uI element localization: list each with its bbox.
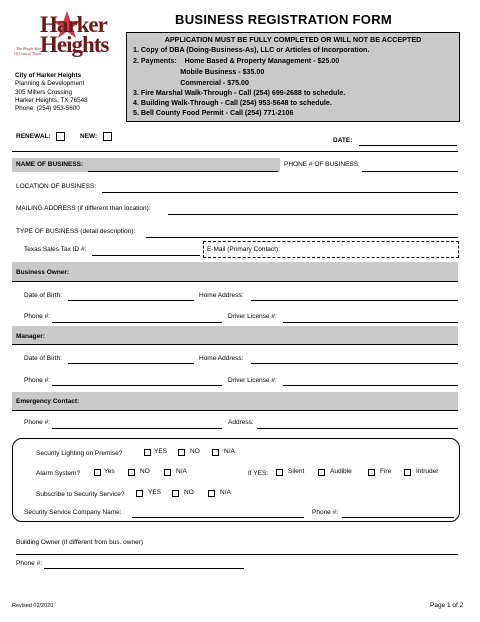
audible-label: Audible bbox=[330, 468, 352, 475]
emergency-address-field[interactable] bbox=[257, 428, 458, 429]
requirements-box bbox=[126, 32, 460, 122]
city-address bbox=[15, 72, 88, 113]
security-company-field[interactable] bbox=[132, 517, 304, 518]
alarm-na-checkbox[interactable] bbox=[164, 469, 171, 476]
logo-text-harker: Harker bbox=[40, 12, 107, 37]
alarm-no-checkbox[interactable] bbox=[128, 469, 135, 476]
subscribe-label: Subscribe to Security Service? bbox=[36, 491, 125, 498]
city-state-zip: Harker Heights, TX 76548 bbox=[15, 96, 88, 104]
audible-checkbox[interactable] bbox=[318, 469, 325, 476]
manager-section-band bbox=[12, 326, 458, 345]
name-of-business-field[interactable] bbox=[88, 171, 278, 172]
owner-section-title: Business Owner: bbox=[16, 269, 70, 276]
date-label: DATE: bbox=[333, 137, 353, 144]
requirements-header: APPLICATION MUST BE FULLY COMPLETED OR WILL NOT BE ACCEPTED bbox=[164, 35, 422, 44]
type-field[interactable] bbox=[146, 237, 458, 238]
manager-license-field[interactable] bbox=[283, 385, 458, 386]
city-phone: Phone: (254) 953-5600 bbox=[15, 105, 80, 113]
requirement-item: Mobile Business - $35.00 bbox=[133, 68, 265, 76]
subscribe-no-checkbox[interactable] bbox=[172, 490, 179, 497]
mailing-field[interactable] bbox=[168, 214, 458, 215]
form-title: BUSINESS REGISTRATION FORM bbox=[175, 12, 393, 27]
manager-dob-label: Date of Birth: bbox=[24, 355, 62, 362]
silent-checkbox[interactable] bbox=[276, 469, 283, 476]
date-field[interactable] bbox=[359, 145, 457, 146]
location-label: LOCATION OF BUSINESS: bbox=[16, 183, 97, 190]
owner-license-field[interactable] bbox=[283, 322, 458, 323]
tax-id-label: Texas Sales Tax ID #: bbox=[24, 246, 87, 253]
divider bbox=[12, 410, 458, 411]
alarm-yes-label: Yes bbox=[104, 468, 115, 475]
lighting-yes-checkbox[interactable] bbox=[144, 449, 151, 456]
subscribe-na-checkbox[interactable] bbox=[208, 490, 215, 497]
owner-home-address-label: Home Address: bbox=[199, 292, 244, 299]
fire-checkbox[interactable] bbox=[368, 469, 375, 476]
alarm-label: Alarm System? bbox=[36, 470, 81, 477]
subscribe-no-label: NO bbox=[184, 489, 194, 496]
emergency-section-title: Emergency Contact: bbox=[16, 398, 80, 405]
lighting-na-checkbox[interactable] bbox=[212, 449, 219, 456]
city-name: City of Harker Heights bbox=[15, 72, 82, 79]
silent-label: Silent bbox=[288, 468, 305, 475]
if-yes-label: If YES: bbox=[248, 470, 269, 477]
revised-date: Revised 02/2020 bbox=[12, 603, 54, 609]
owner-dob-field[interactable] bbox=[68, 300, 194, 301]
page-number: Page 1 of 2 bbox=[430, 602, 464, 609]
divider bbox=[12, 151, 458, 152]
requirement-item: 3. Fire Marshal Walk-Through - Call (254) 699-2688 to schedule. bbox=[133, 89, 346, 97]
building-owner-label: Building Owner (if different from bus. owner) bbox=[16, 539, 144, 546]
department: Planning & Development bbox=[15, 80, 85, 88]
phone-of-business-field[interactable] bbox=[362, 171, 458, 172]
emergency-phone-label: Phone #: bbox=[24, 419, 51, 426]
manager-home-address-label: Home Address: bbox=[199, 355, 244, 362]
requirement-item: 4. Building Walk-Through - Call (254) 953-5648 to schedule. bbox=[133, 99, 332, 107]
email-label: E-Mail (Primary Contact): bbox=[207, 246, 280, 253]
renewal-label: RENEWAL: bbox=[16, 133, 51, 140]
owner-license-label: Driver License #: bbox=[228, 313, 277, 320]
building-owner-phone-label: Phone #: bbox=[16, 560, 43, 567]
logo-tagline: The Bright Star Of Central Texas bbox=[13, 46, 41, 56]
alarm-yes-checkbox[interactable] bbox=[94, 469, 101, 476]
manager-phone-field[interactable] bbox=[52, 385, 222, 386]
intruder-label: Intruder bbox=[416, 468, 439, 475]
owner-phone-label: Phone #: bbox=[24, 313, 51, 320]
divider bbox=[12, 281, 458, 282]
renewal-checkbox[interactable] bbox=[56, 132, 65, 141]
manager-home-address-field[interactable] bbox=[251, 363, 458, 364]
lighting-yes-label: YES bbox=[154, 448, 168, 455]
building-owner-phone-field[interactable] bbox=[44, 568, 244, 569]
mailing-label: MAILING ADDRESS (if different than location): bbox=[16, 205, 151, 212]
manager-phone-label: Phone #: bbox=[24, 377, 51, 384]
emergency-phone-field[interactable] bbox=[52, 428, 222, 429]
tax-id-field[interactable] bbox=[92, 255, 200, 256]
subscribe-na-label: N/A bbox=[220, 489, 231, 496]
owner-phone-field[interactable] bbox=[52, 322, 222, 323]
type-label: TYPE OF BUSINESS (detail description): bbox=[16, 228, 136, 235]
new-checkbox[interactable] bbox=[103, 132, 112, 141]
security-lighting-label: Security Lighting on Premise? bbox=[36, 450, 123, 457]
location-field[interactable] bbox=[102, 192, 458, 193]
phone-of-business-label: PHONE # OF BUSINESS: bbox=[284, 161, 360, 168]
security-phone-label: Phone #: bbox=[312, 509, 339, 516]
emergency-address-label: Address: bbox=[228, 419, 254, 426]
lighting-no-checkbox[interactable] bbox=[178, 449, 185, 456]
building-owner-field[interactable] bbox=[16, 554, 458, 555]
alarm-na-label: N/A bbox=[176, 468, 187, 475]
street: 305 Millers Crossing bbox=[15, 88, 73, 96]
owner-dob-label: Date of Birth: bbox=[24, 292, 62, 299]
requirement-item: Commercial - $75.00 bbox=[133, 79, 249, 87]
new-label: NEW: bbox=[80, 133, 98, 140]
owner-section-band bbox=[12, 262, 458, 282]
intruder-checkbox[interactable] bbox=[404, 469, 411, 476]
lighting-na-label: N/A bbox=[224, 448, 235, 455]
subscribe-yes-checkbox[interactable] bbox=[136, 490, 143, 497]
fire-label: Fire bbox=[380, 468, 392, 475]
manager-section-title: Manager: bbox=[16, 333, 45, 340]
requirement-item: 2. Payments: Home Based & Property Management - $25.00 bbox=[133, 57, 340, 65]
alarm-no-label: NO bbox=[140, 468, 150, 475]
manager-license-label: Driver License #: bbox=[228, 377, 277, 384]
requirement-item: 5. Bell County Food Permit - Call (254) 771-2106 bbox=[133, 109, 294, 117]
name-of-business-label: NAME OF BUSINESS: bbox=[16, 161, 84, 168]
subscribe-yes-label: YES bbox=[148, 489, 162, 496]
lighting-no-label: NO bbox=[190, 448, 200, 455]
security-phone-field[interactable] bbox=[342, 517, 454, 518]
requirement-item: 1. Copy of DBA (Doing-Business-As), LLC or Articles of Incorporation. bbox=[133, 46, 370, 54]
logo-text-heights: Heights bbox=[40, 32, 109, 57]
manager-dob-field[interactable] bbox=[68, 363, 194, 364]
owner-home-address-field[interactable] bbox=[251, 300, 458, 301]
divider bbox=[12, 344, 458, 345]
security-company-label: Security Service Company Name: bbox=[24, 509, 122, 516]
